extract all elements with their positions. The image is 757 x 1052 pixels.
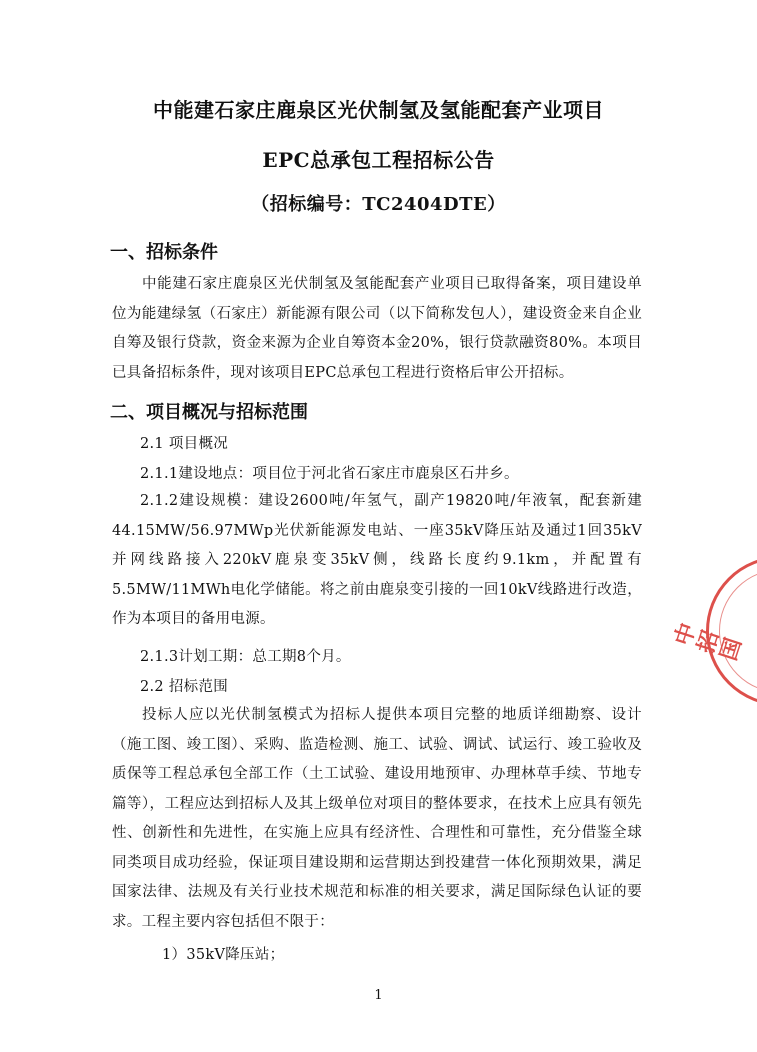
section2-heading: 二、项目概况与招标范围 xyxy=(110,402,308,423)
item-2-1: 2.1 项目概况 xyxy=(140,436,229,452)
item-2-1-2: 2.1.2建设规模：建设2600吨/年氢气，副产19820吨/年液氧，配套新建44.15MW/56.97MWp光伏新能源发电站、一座35kV降压站及通过1回35kV并网线路接入220kV鹿泉变35kV侧，线路长度约9.1km，并配置有5.5MW/11MWh电化学储能。将之前由鹿泉变引接的一回10kV线路进行改造，作为本项目的备用电源。 xyxy=(112,493,642,627)
list-item-1: 1）35kV降压站； xyxy=(162,947,285,963)
seal-text: 中招国 xyxy=(670,620,748,664)
item-2-2: 2.2 招标范围 xyxy=(140,679,229,695)
page-number: 1 xyxy=(374,988,383,1003)
document-title-line1: 中能建石家庄鹿泉区光伏制氢及氢能配套产业项目 xyxy=(153,98,604,122)
tender-number: （招标编号：TC2404DTE） xyxy=(251,194,506,215)
item-2-1-3: 2.1.3计划工期：总工期8个月。 xyxy=(140,649,351,665)
scope-paragraph: 投标人应以光伏制氢模式为招标人提供本项目完整的地质详细勘察、设计（施工图、竣工图）、采购、监造检测、施工、试验、调试、试运行、竣工验收及质保等工程总承包全部工作（土工试验、建设用地预审、办理林草手续、节地专篇等），工程应达到招标人及其上级单位对项目的整体要求，在技术上应具有领先性、创新性和先进性，在实施上应具有经济性、合理性和可靠性，充分借鉴全球同类项目成功经验，保证项目建设期和运营期达到投建营一体化预期效果，满足国家法律、法规及有关行业技术规范和标准的相关要求，满足国际绿色认证的要求。工程主要内容包括但不限于： xyxy=(112,707,642,930)
section1-heading: 一、招标条件 xyxy=(110,242,218,263)
company-seal-stamp xyxy=(670,556,757,706)
document-title-line2: EPC总承包工程招标公告 xyxy=(262,148,495,172)
item-2-1-1: 2.1.1建设地点：项目位于河北省石家庄市鹿泉区石井乡。 xyxy=(140,466,519,482)
section1-paragraph: 中能建石家庄鹿泉区光伏制氢及氢能配套产业项目已取得备案，项目建设单位为能建绿氢（石家庄）新能源有限公司（以下简称发包人），建设资金来自企业自筹及银行贷款，资金来源为企业自筹资本金20%，银行贷款融资80%。本项目已具备招标条件，现对该项目EPC总承包工程进行资格后审公开招标。 xyxy=(112,276,642,381)
